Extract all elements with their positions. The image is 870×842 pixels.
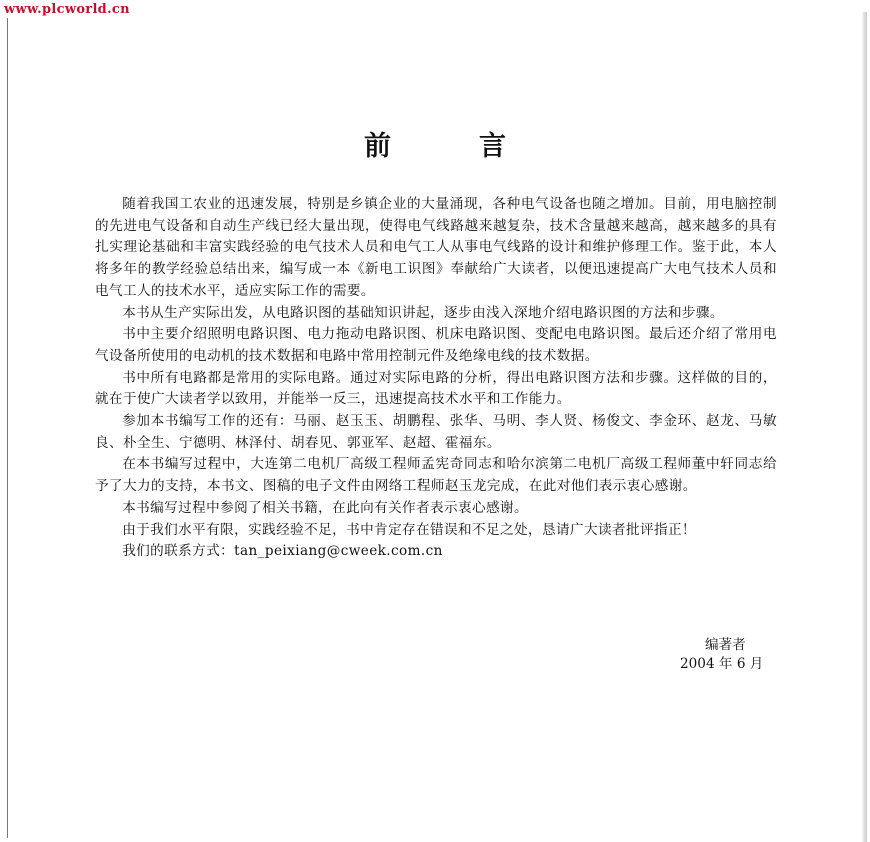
- paragraph-contents: 书中主要介绍照明电路识图、电力拖动电路识图、机床电路识图、变配电电路识图。最后还介绍了常用电气设备所使用的电动机的技术数据和电路中常用控制元件及绝缘电线的技术数据。: [95, 326, 777, 364]
- paragraph-practice: 书中所有电路都是常用的实际电路。通过对实际电路的分析，得出电路识图方法和步骤。这样做的目的，就在于使广大读者学以致用，并能举一反三，迅速提高技术水平和工作能力。: [95, 369, 777, 408]
- paragraph-acknowledgement: 在本书编写过程中，大连第二电机厂高级工程师孟宪奇同志和哈尔滨第二电机厂高级工程师董中轩同志给予了大力的支持，本书文、图稿的电子文件由网络工程师赵玉龙完成，在此对他们表示衷心感谢。: [95, 456, 777, 495]
- signature-author: [0, 633, 870, 653]
- preface-body: [95, 194, 777, 563]
- author-label: 编著者: [705, 637, 746, 653]
- paragraph-references: 本书编写过程中参阅了相关书籍，在此向有关作者表示衷心感谢。: [122, 499, 529, 516]
- page-title: 前言: [364, 131, 594, 162]
- paragraph-approach: 本书从生产实际出发，从电路识图的基础知识讲起，逐步由浅入深地介绍电路识图的方法和步骤。: [122, 304, 724, 321]
- paragraph-apology: 由于我们水平有限，实践经验不足，书中肯定存在错误和不足之处，恳请广大读者批评指正！: [122, 521, 696, 538]
- paragraph-contact: 我们的联系方式：tan_peixiang@cweek.com.cn: [122, 543, 443, 560]
- paragraph-contributors: 参加本书编写工作的还有：马丽、赵玉玉、胡鹏程、张华、马明、李人贤、杨俊文、李金环、赵龙、马敏良、朴全生、宁德明、林泽付、胡春见、郭亚军、赵超、霍福东。: [95, 413, 777, 451]
- date-label: 2004 年 6 月: [680, 656, 764, 672]
- signature-date: [0, 652, 870, 672]
- paragraph-intro: 随着我国工农业的迅速发展，特别是乡镇企业的大量涌现，各种电气设备也随之增加。目前，用电脑控制的先进电气设备和自动生产线已经大量出现，使得电气线路越来越复杂，技术含量越来越高，越来越多的具有扎实理论基础和丰富实践经验的电气技术人员和电气工人从事电气线路的设计和维护修理工作。鉴于此，本人将多年的教学经验总结出来，编写成一本《新电工识图》奉献给广大读者，以便迅速提高广大电气技术人员和电气工人的技术水平，适应实际工作的需要。: [95, 196, 777, 299]
- watermark-text: www.plcworld.cn: [4, 2, 130, 17]
